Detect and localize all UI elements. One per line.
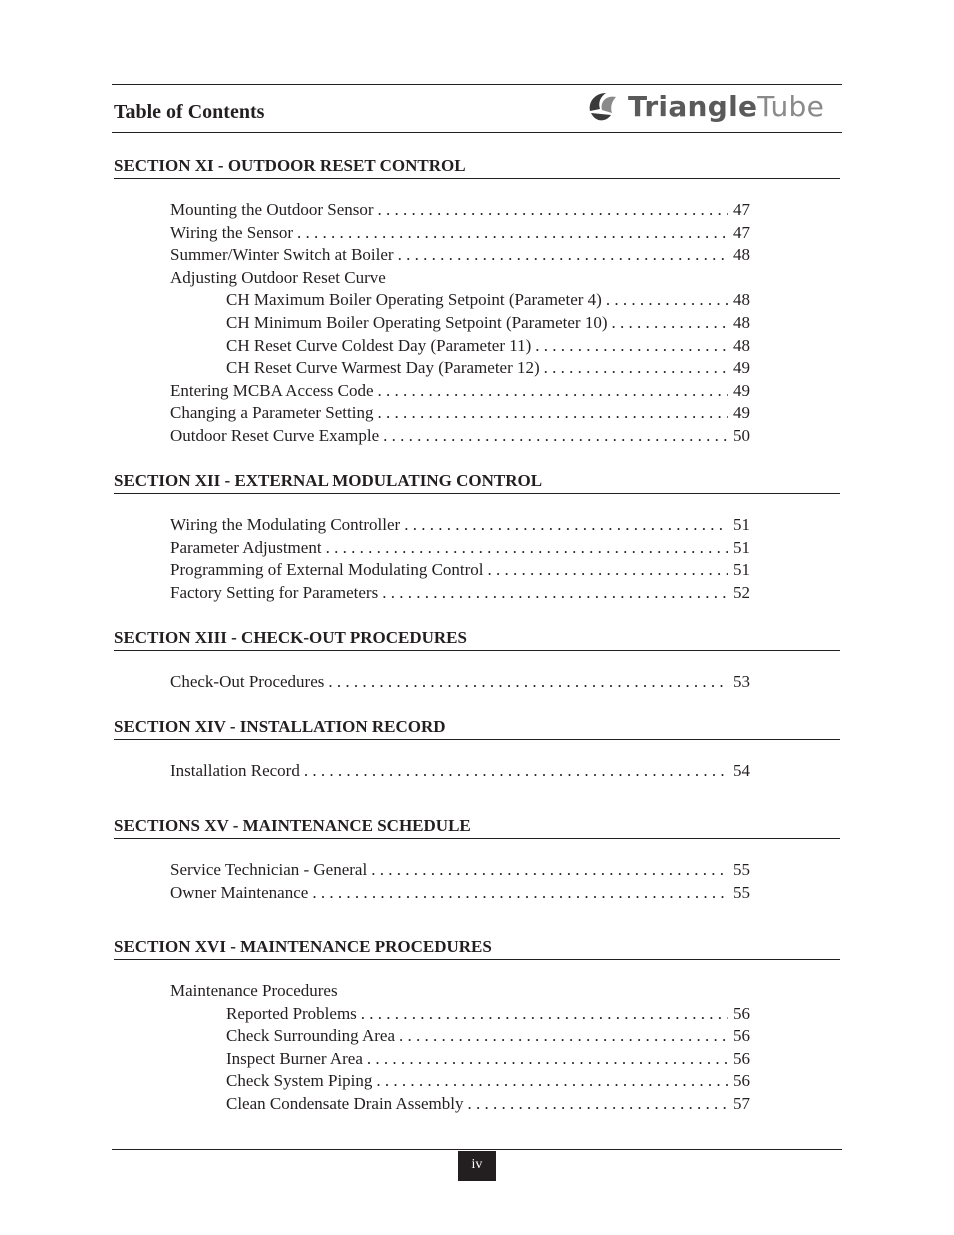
dot-leader [399,1025,728,1048]
toc-entry[interactable] [226,1003,750,1026]
entry-page: 48 [733,335,750,355]
entry-page: 56 [733,1071,750,1091]
toc-entry[interactable] [170,402,750,425]
dot-leader [378,380,728,403]
dot-leader [404,514,728,537]
dot-leader [371,859,728,882]
toc-section-maintenance-schedule [114,814,840,904]
dot-leader [544,357,728,380]
toc-section-installation-record [114,715,840,783]
entry-page: 49 [733,358,750,378]
toc-entry[interactable] [226,1025,750,1048]
entry-page: 48 [733,312,750,332]
entry-page: 54 [733,761,750,780]
dot-leader [398,244,728,267]
toc-entry[interactable] [170,760,750,783]
entry-page: 53 [733,672,750,691]
toc-entry[interactable] [170,514,750,537]
dot-leader [376,1070,728,1093]
entry-title: Installation Record [170,761,300,780]
entry-title: CH Minimum Boiler Operating Setpoint (Parameter 10) [226,312,608,332]
dot-leader [468,1093,729,1116]
dot-leader [326,537,728,560]
toc-entry[interactable] [226,1070,750,1093]
dot-leader [377,402,728,425]
dot-leader [328,671,728,694]
entry-title: Mounting the Outdoor Sensor [170,200,374,219]
dot-leader [312,882,728,905]
toc-entry[interactable] [226,1048,750,1071]
toc-section-check-out-procedures [114,626,840,694]
entry-title: Parameter Adjustment [170,537,322,557]
entry-title: Programming of External Modulating Control [170,560,484,580]
entry-page: 47 [733,200,750,219]
page-title: Table of Contents [114,101,265,123]
toc-entry[interactable] [226,357,750,380]
dot-leader [535,335,728,358]
entry-page: 48 [733,290,750,310]
dot-leader [361,1003,728,1026]
dot-leader [378,199,728,222]
dot-leader [367,1048,728,1071]
dot-leader [304,760,728,783]
toc-entry[interactable] [170,537,750,560]
entry-page: 51 [733,515,750,534]
entry-title: CH Maximum Boiler Operating Setpoint (Parameter 4) [226,290,602,310]
entry-page: 47 [733,222,750,242]
entry-title: Owner Maintenance [170,882,309,902]
entry-page: 56 [733,1003,750,1023]
entry-page: 55 [733,860,750,879]
logo-wordmark-light: Tube [757,90,825,123]
toc-entry[interactable] [170,582,750,605]
toc-entry[interactable] [170,222,750,245]
entry-page: 50 [733,425,750,445]
triangle-tube-logo [586,89,836,125]
dot-leader [297,222,728,245]
toc-section-external-modulating-control [114,469,840,604]
toc-entry[interactable] [226,312,750,335]
section-title[interactable]: SECTION XVI - MAINTENANCE PROCEDURES [114,935,840,960]
toc-entry[interactable] [170,425,750,448]
entry-page: 55 [733,882,750,902]
entry-title: Changing a Parameter Setting [170,403,374,423]
entry-title: Wiring the Sensor [170,222,294,242]
toc-entry[interactable] [170,244,750,267]
dot-leader [606,289,728,312]
entry-page: 57 [733,1093,750,1113]
entry-title: Factory Setting for Parameters [170,582,379,602]
entry-title: Reported Problems [226,1003,357,1023]
toc-entry[interactable] [170,199,750,222]
toc-entry[interactable] [226,1093,750,1116]
entry-page: 48 [733,245,750,265]
entry-page: 52 [733,582,750,602]
entry-page: 56 [733,1048,750,1068]
entry-title: Outdoor Reset Curve Example [170,425,380,445]
toc-entry[interactable] [170,559,750,582]
entry-page: 49 [733,380,750,400]
toc-entry[interactable] [226,335,750,358]
section-title[interactable]: SECTION XIV - INSTALLATION RECORD [114,715,840,740]
entry-title: Entering MCBA Access Code [170,380,374,400]
entry-title: Clean Condensate Drain Assembly [226,1093,464,1113]
section-title[interactable]: SECTIONS XV - MAINTENANCE SCHEDULE [114,814,840,839]
toc-subheading[interactable]: Maintenance Procedures [170,981,338,1000]
toc-entry[interactable] [170,859,750,882]
toc-entry[interactable] [226,289,750,312]
page-number: iv [458,1151,496,1181]
dot-leader [488,559,728,582]
entry-title: Summer/Winter Switch at Boiler [170,245,394,265]
toc-subheading[interactable]: Adjusting Outdoor Reset Curve [170,267,386,287]
entry-title: Check-Out Procedures [170,672,325,691]
header-top-rule [112,84,842,85]
entry-page: 51 [733,537,750,557]
section-title[interactable]: SECTION XII - EXTERNAL MODULATING CONTROL [114,469,840,494]
entry-title: Check System Piping [226,1071,373,1091]
logo-wordmark-bold: Triangle [628,90,758,123]
entry-title: CH Reset Curve Warmest Day (Parameter 12) [226,358,540,378]
section-title[interactable]: SECTION XI - OUTDOOR RESET CONTROL [114,154,840,179]
dot-leader [612,312,729,335]
entry-page: 51 [733,560,750,580]
toc-entry[interactable] [170,380,750,403]
dot-leader [382,582,728,605]
entry-title: Inspect Burner Area [226,1048,363,1068]
dot-leader [383,425,728,448]
header-bottom-rule [112,132,842,133]
toc-entry[interactable] [170,882,750,905]
entry-page: 49 [733,403,750,423]
entry-title: CH Reset Curve Coldest Day (Parameter 11) [226,335,532,355]
entry-title: Wiring the Modulating Controller [170,515,401,534]
entry-page: 56 [733,1026,750,1046]
section-title[interactable]: SECTION XIII - CHECK-OUT PROCEDURES [114,626,840,651]
toc-section-maintenance-procedures [114,935,840,1116]
entry-title: Check Surrounding Area [226,1026,396,1046]
toc-entry[interactable] [170,671,750,694]
triangle-tube-logo-icon [586,89,622,125]
toc-section-outdoor-reset-control [114,154,840,448]
entry-title: Service Technician - General [170,860,368,879]
footer-rule [112,1149,842,1150]
